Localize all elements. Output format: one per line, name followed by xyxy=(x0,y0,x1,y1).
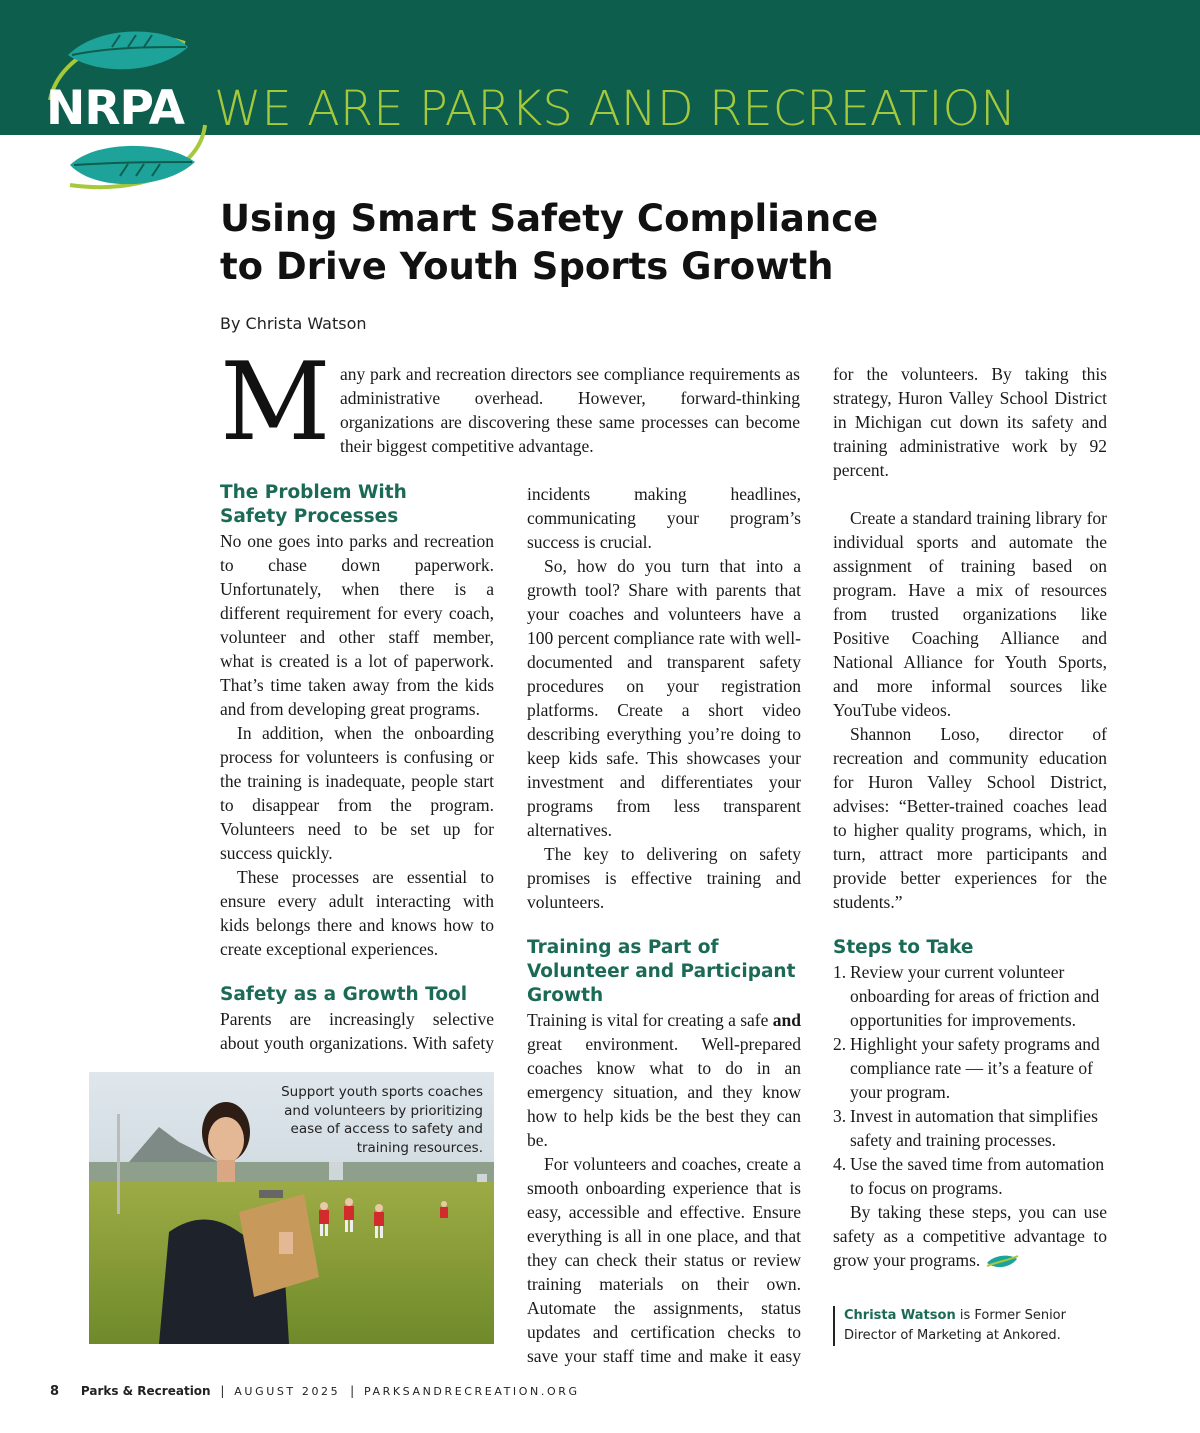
paragraph-continued xyxy=(833,362,1107,506)
drop-cap: M xyxy=(220,340,331,465)
paragraph: In addition, when the onboarding process for volunteers is confusing or the training is inadequate, people start to disappear from the program. Volunteers need to be set up for success quickly. xyxy=(220,723,494,863)
header-tagline: WE ARE PARKS AND RECREATION xyxy=(214,81,1017,137)
lead-paragraph: any park and recreation directors see compliance requirements as administrative overhead. However, forward-thinking organizations are discovering these same processes can become their biggest competitive advantage. xyxy=(340,364,800,456)
website-link[interactable]: PARKSANDRECREATION.ORG xyxy=(363,1385,580,1398)
page-footer xyxy=(50,1384,580,1399)
title-line-1: Using Smart Safety Compliance xyxy=(220,197,879,240)
section-heading-steps: Steps to Take xyxy=(833,937,974,958)
paragraph-bold: and xyxy=(772,1010,802,1030)
closing-paragraph xyxy=(833,1200,1107,1272)
magazine-name: Parks & Recreation xyxy=(80,1384,211,1398)
list-text: Invest in automation that simplifies safety and training processes. xyxy=(850,1106,1098,1150)
section-heading-growth: Safety as a Growth Tool xyxy=(220,984,468,1005)
article-title xyxy=(220,195,920,291)
column-3 xyxy=(833,362,1107,1272)
paragraph xyxy=(527,1008,801,1152)
closing-text: By taking these steps, you can use safety as a competitive advantage to grow your programs. xyxy=(833,1202,1107,1270)
end-leaf-icon xyxy=(985,1254,1019,1270)
steps-list xyxy=(833,960,1107,1200)
list-number: 1. xyxy=(833,962,847,982)
page-number: 8 xyxy=(50,1384,60,1399)
title-line-2: to Drive Youth Sports Growth xyxy=(220,245,834,288)
list-item xyxy=(833,960,1107,1032)
author-description: is Former Senior Director of Marketing at Ankored. xyxy=(844,1308,1066,1343)
paragraph: These processes are essential to ensure every adult interacting with kids belongs there and knows how to create exceptional experiences. xyxy=(220,867,494,959)
paragraph: So, how do you turn that into a growth tool? Share with parents that your coaches and volunteers have a 100 percent compliance rate with well-documented and transparent safety procedures on your registration platforms. Create a short video describing everything you’re doing to keep kids safe. This showcases your investment and differentiates your programs from less transparent alternatives. xyxy=(527,556,801,840)
byline: By Christa Watson xyxy=(220,314,367,333)
paragraph: The key to delivering on safety promises is effective training and volunteers. xyxy=(527,844,801,912)
paragraph-text: great environment. Well-prepared coaches know what to do in an emergency situation, and they know how to help kids be the best they can be. xyxy=(527,1034,801,1150)
paragraph: Shannon Loso, director of recreation and community education for Huron Valley School District, advises: “Better-trained coaches lead to higher quality programs, which, in turn, attract more participants and provide better experiences for the students.” xyxy=(833,724,1107,912)
article-photo xyxy=(89,1072,494,1344)
paragraph-continued xyxy=(527,482,801,554)
section-heading-training: Training as Part of Volunteer and Participant Growth xyxy=(527,937,796,1006)
paragraph-text: For volunteers and coaches, create a smooth onboarding experience that is easy, accessible and effective. Ensure everything is all in one place, and that they can check their status or review training materials on their own. Automate the assignments, status updates and certification checks to save your staff time and make it easy xyxy=(527,1154,801,1366)
list-number: 4. xyxy=(833,1154,847,1174)
author-name: Christa Watson xyxy=(844,1308,956,1323)
list-text: Highlight your safety programs and compliance rate — it’s a feature of your program. xyxy=(850,1034,1100,1102)
footer-separator: | xyxy=(350,1384,355,1398)
list-item xyxy=(833,1104,1107,1152)
footer-separator: | xyxy=(220,1384,225,1398)
paragraph: Create a standard training library for individual sports and automate the assignment of training based on program. Have a mix of resources from trusted organizations like Positive Coaching Alliance and National Alliance for Youth Sports, and more informal sources like YouTube videos. xyxy=(833,508,1107,720)
photo-caption: Support youth sports coaches and volunteers by prioritizing ease of access to safety and training resources. xyxy=(281,1084,483,1156)
paragraph: Parents are increasingly selective about youth organizations. With safety xyxy=(220,1009,494,1053)
list-item xyxy=(833,1032,1107,1104)
list-text: Review your current volunteer onboarding for areas of friction and opportunities for improvements. xyxy=(850,962,1100,1030)
paragraph-continuation: incidents making headlines, communicating your program’s success is crucial. xyxy=(527,484,801,552)
column-2 xyxy=(527,482,801,1368)
section-heading-problem: The Problem With Safety Processes xyxy=(220,482,407,527)
list-number: 2. xyxy=(833,1034,847,1054)
issue-date: AUGUST 2025 xyxy=(234,1385,341,1398)
paragraph-continuation: for the volunteers. By taking this strategy, Huron Valley School District in Michigan cut down its safety and training administrative work by 92 percent. xyxy=(833,364,1107,480)
list-item xyxy=(833,1152,1107,1200)
author-bio xyxy=(833,1306,1114,1346)
column-1 xyxy=(220,481,494,1055)
paragraph: No one goes into parks and recreation to chase down paperwork. Unfortunately, when there is a different requirement for every coach, volunteer and other staff member, what is created is a lot of paperwork. That’s time taken away from the kids and from developing great programs. xyxy=(220,531,494,719)
logo-wordmark[interactable]: NRPA xyxy=(46,81,185,136)
list-text: Use the saved time from automation to focus on programs. xyxy=(850,1154,1105,1198)
paragraph-text: Training is vital for creating a safe xyxy=(527,1010,769,1030)
paragraph xyxy=(527,1152,801,1368)
list-number: 3. xyxy=(833,1106,847,1126)
